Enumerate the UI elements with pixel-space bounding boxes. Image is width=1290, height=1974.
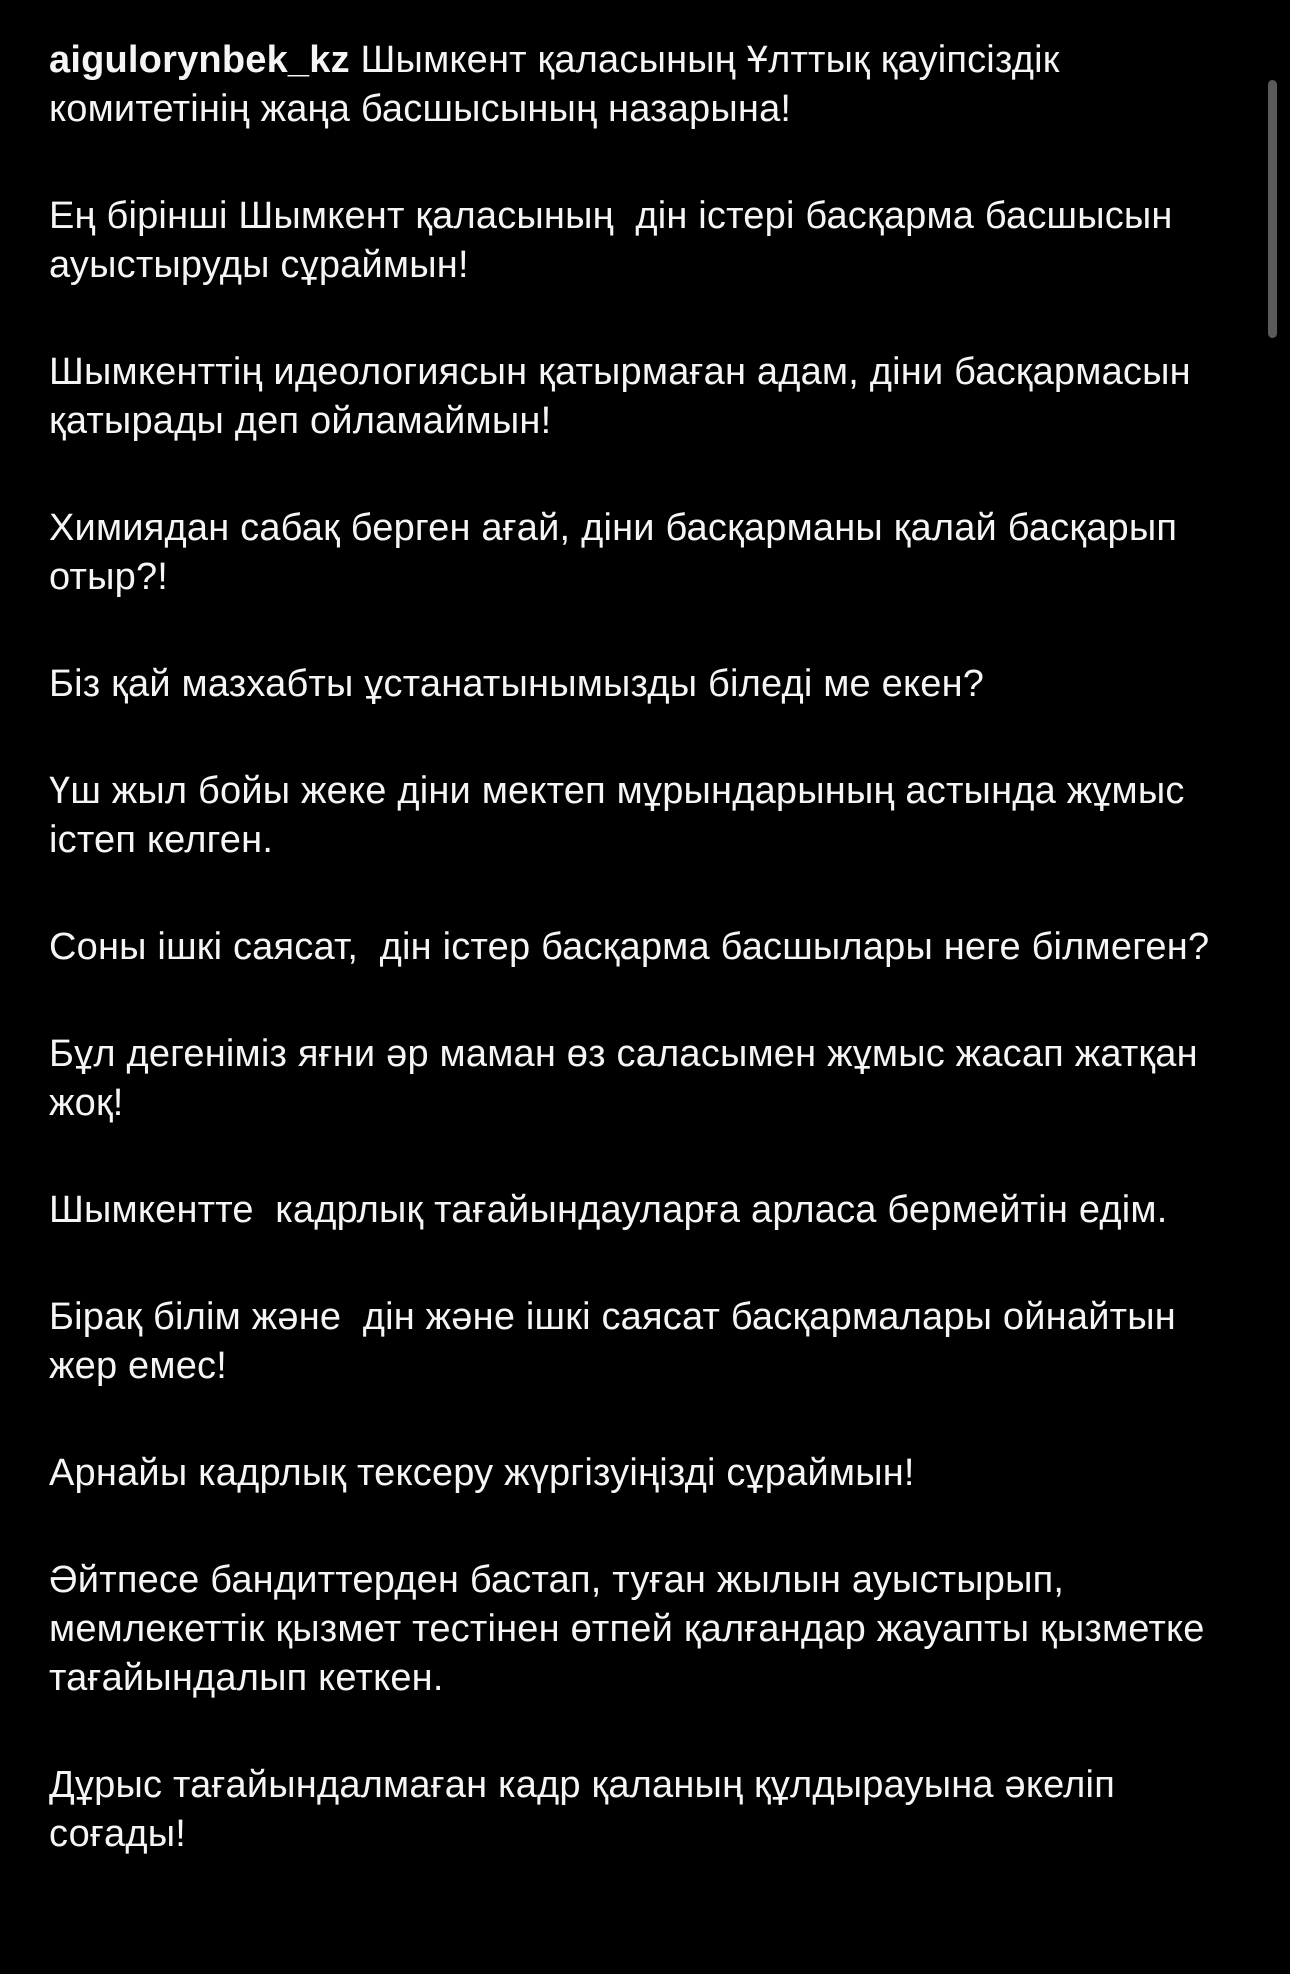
caption-paragraph: Дұрыс тағайындалмаған кадр қаланың құлдырауына әкеліп соғады! — [49, 1764, 1126, 1855]
caption-paragraph: Әйтпесе бандиттерден бастап, туған жылын ауыстырып, мемлекеттік қызмет тестінен өтпей қалғандар жауапты қызметке тағайындалып кеткен. — [49, 1559, 1216, 1699]
caption-paragraph: Біз қай мазхабты ұстанатынымызды біледі ме екен? — [49, 663, 985, 705]
scrollbar-thumb[interactable] — [1268, 80, 1277, 338]
caption-paragraph: Үш жыл бойы жеке діни мектеп мұрындарының астында жұмыс істеп келген. — [49, 770, 1196, 861]
caption-paragraph: Соны ішкі саясат, дін істер басқарма басшылары неге білмеген? — [49, 926, 1210, 968]
caption-text: Шымкент қаласының Ұлттық қауіпсіздік комитетінің жаңа басшысының назарына! — [49, 39, 1071, 130]
caption-paragraph: Бірақ білім және дін және ішкі саясат басқармалары ойнайтын жер емес! — [49, 1296, 1187, 1387]
caption-paragraph: Арнайы кадрлық тексеру жүргізуіңізді сұраймын! — [49, 1452, 915, 1494]
post-caption — [49, 36, 1229, 1917]
caption-paragraph: Шымкентте кадрлық тағайындауларға арласа бермейтін едім. — [49, 1189, 1168, 1231]
caption-paragraph: Шымкенттің идеологиясын қатырмаған адам, діни басқармасын қатырады деп ойламаймын! — [49, 351, 1202, 442]
caption-paragraph: Химиядан сабақ берген ағай, діни басқарманы қалай басқарып отыр?! — [49, 507, 1188, 598]
username-link[interactable]: aigulorynbek_kz — [49, 39, 350, 81]
caption-paragraph: Бұл дегеніміз яғни әр маман өз саласымен жұмыс жасап жатқан жоқ! — [49, 1033, 1209, 1124]
caption-paragraph — [49, 36, 1229, 134]
caption-paragraph: Ең бірінші Шымкент қаласының дін істері басқарма басшысын ауыстыруды сұраймын! — [49, 195, 1184, 286]
